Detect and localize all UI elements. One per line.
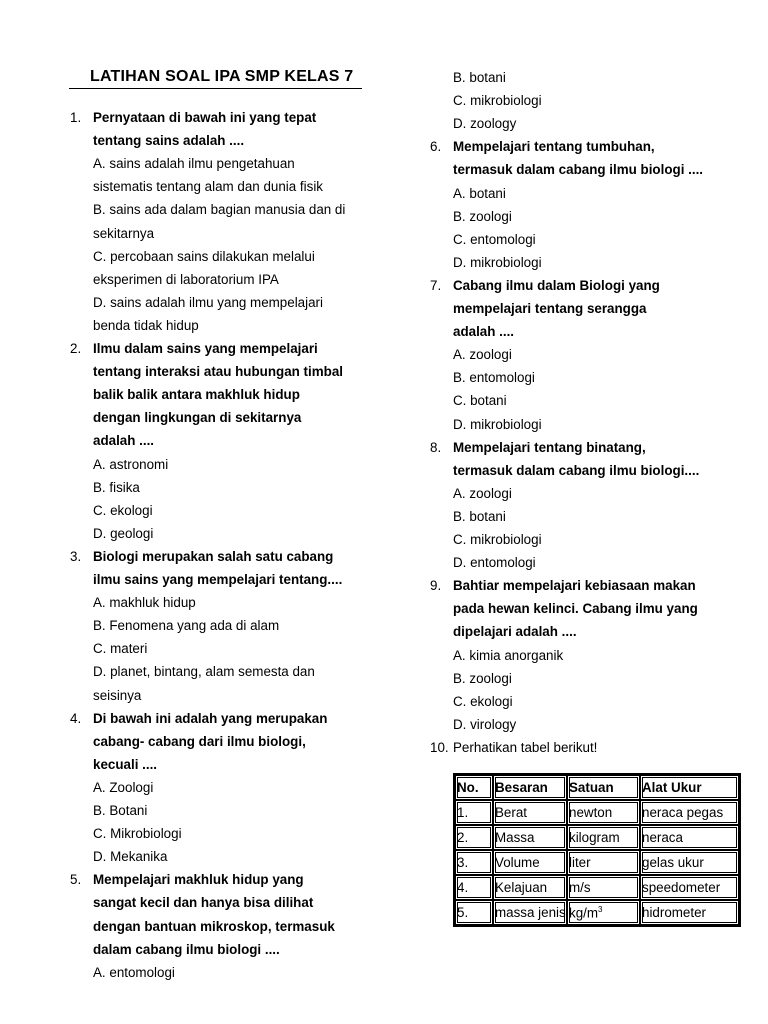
answer-option: A. entomologi [93, 964, 175, 980]
question-number: 6. [430, 139, 442, 155]
question-text: pada hewan kelinci. Cabang ilmu yang [453, 601, 698, 617]
question-text: Cabang ilmu dalam Biologi yang [453, 277, 660, 293]
answer-option: C. mikrobiologi [453, 532, 542, 547]
question-text: Pernyataan di bawah ini yang tepat [93, 110, 317, 125]
cell-alat-ukur: hidrometer [640, 900, 739, 925]
answer-option: D. zoology [453, 116, 517, 132]
table-row [455, 875, 739, 900]
cell-no: 4. [455, 875, 493, 900]
question-text: Ilmu dalam sains yang mempelajari [93, 341, 318, 356]
question-text: Mempelajari tentang binatang, [453, 439, 646, 455]
header-alat-ukur: Alat Ukur [640, 775, 739, 800]
cell-besaran: massa jenis [493, 900, 567, 925]
question-text: mempelajari tentang serangga [453, 301, 647, 316]
cell-satuan: liter [567, 850, 640, 875]
cell-no: 2. [455, 825, 493, 850]
question-text: tentang interaksi atau hubungan timbal [93, 364, 343, 380]
question-text: termasuk dalam cabang ilmu biologi .... [453, 162, 704, 178]
question-text: kecuali .... [93, 756, 158, 772]
cell-besaran: Kelajuan [493, 875, 567, 900]
question-number: 1. [70, 110, 82, 125]
question-text: Biologi merupakan salah satu cabang [93, 548, 334, 564]
cell-no: 1. [455, 800, 493, 825]
question-text: balik balik antara makhluk hidup [93, 387, 300, 403]
unit-superscript: 3 [598, 904, 603, 914]
question-text: adalah .... [453, 324, 515, 340]
answer-option: D. planet, bintang, alam semesta dan [93, 664, 315, 680]
answer-option: C. ekologi [93, 502, 153, 518]
table-row [455, 850, 739, 875]
cell-satuan: kilogram [567, 825, 640, 850]
cell-satuan [567, 900, 640, 925]
question-text: dalam cabang ilmu biologi .... [93, 941, 280, 957]
question-number: 3. [70, 548, 82, 564]
answer-option: A. makhluk hidup [93, 595, 196, 611]
question-text: cabang- cabang dari ilmu biologi, [93, 733, 306, 749]
question-number: 8. [430, 439, 442, 455]
question-text: dengan lingkungan di sekitarnya [93, 410, 302, 426]
question-number: 7. [430, 277, 442, 293]
answer-option: A. sains adalah ilmu pengetahuan [93, 156, 295, 172]
measurement-table [453, 773, 741, 927]
answer-option: eksperimen di laboratorium IPA [93, 271, 279, 287]
answer-option: B. Fenomena yang ada di alam [93, 618, 280, 634]
answer-option: C. ekologi [453, 693, 513, 709]
table-header-row [455, 775, 739, 800]
answer-option: B. botani [453, 70, 506, 85]
answer-option: D. Mekanika [93, 849, 168, 865]
answer-option: D. virology [453, 716, 517, 732]
question-number: 2. [70, 341, 82, 356]
table-row [455, 800, 739, 825]
cell-satuan: newton [567, 800, 640, 825]
table-row [455, 825, 739, 850]
header-no: No. [455, 775, 493, 800]
answer-option: A. zoologi [453, 485, 512, 501]
answer-option: D. geologi [93, 525, 154, 541]
question-number: 10. [430, 739, 449, 755]
answer-option: C. percobaan sains dilakukan melalui [93, 248, 315, 264]
answer-option: B. Botani [93, 803, 148, 818]
answer-option: A. botani [453, 185, 506, 201]
answer-option: B. entomologi [453, 370, 535, 386]
title-underline [69, 88, 362, 89]
question-text: Mempelajari makhluk hidup yang [93, 872, 304, 888]
answer-option: benda tidak hidup [93, 317, 199, 333]
answer-option: C. botani [453, 393, 507, 409]
answer-option: D. sains adalah ilmu yang mempelajari [93, 294, 323, 310]
cell-no: 5. [455, 900, 493, 925]
answer-option: D. mikrobiologi [453, 254, 542, 270]
cell-no: 3. [455, 850, 493, 875]
answer-option: sekitarnya [93, 225, 155, 241]
cell-alat-ukur: neraca [640, 825, 739, 850]
answer-option: seisinya [93, 687, 142, 703]
question-text: dengan bantuan mikroskop, termasuk [93, 918, 335, 934]
answer-option: D. entomologi [453, 555, 536, 571]
question-text: adalah .... [93, 433, 155, 449]
question-text: Mempelajari tentang tumbuhan, [453, 139, 655, 155]
page-title: LATIHAN SOAL IPA SMP KELAS 7 [90, 68, 354, 85]
table-row [455, 900, 739, 925]
answer-option: B. zoologi [453, 670, 512, 686]
answer-option: C. Mikrobiologi [93, 826, 182, 842]
answer-option: B. fisika [93, 479, 140, 495]
question-number: 5. [70, 872, 82, 888]
answer-option: A. zoologi [453, 347, 512, 363]
question-text: ilmu sains yang mempelajari tentang.... [93, 572, 343, 587]
question-text: termasuk dalam cabang ilmu biologi.... [453, 462, 700, 478]
header-satuan: Satuan [567, 775, 640, 800]
question-text: sangat kecil dan hanya bisa dilihat [93, 895, 314, 911]
question-text: Di bawah ini adalah yang merupakan [93, 710, 328, 726]
answer-option: B. zoologi [453, 208, 512, 224]
cell-satuan: m/s [567, 875, 640, 900]
answer-option: sistematis tentang alam dan dunia fisik [93, 179, 323, 195]
cell-alat-ukur: speedometer [640, 875, 739, 900]
answer-option: D. mikrobiologi [453, 416, 542, 432]
answer-option: A. Zoologi [93, 779, 154, 795]
question-text: tentang sains adalah .... [93, 133, 245, 149]
answer-option: A. kimia anorganik [453, 647, 564, 663]
answer-option: C. materi [93, 641, 148, 657]
question-text: dipelajari adalah .... [453, 624, 577, 640]
cell-besaran: Berat [493, 800, 567, 825]
answer-option: B. botani [453, 508, 506, 524]
answer-option: C. mikrobiologi [453, 93, 542, 109]
cell-besaran: Massa [493, 825, 567, 850]
cell-alat-ukur: gelas ukur [640, 850, 739, 875]
question-text: Bahtiar mempelajari kebiasaan makan [453, 578, 696, 594]
answer-option: A. astronomi [93, 456, 169, 472]
answer-option: B. sains ada dalam bagian manusia dan di [93, 202, 346, 218]
cell-alat-ukur: neraca pegas [640, 800, 739, 825]
cell-besaran: Volume [493, 850, 567, 875]
answer-option: C. entomologi [453, 231, 536, 247]
question-number: 9. [430, 578, 442, 594]
question-number: 4. [70, 710, 82, 726]
unit-text: kg/m [569, 905, 599, 921]
question-text: Perhatikan tabel berikut! [453, 739, 598, 755]
header-besaran: Besaran [493, 775, 567, 800]
